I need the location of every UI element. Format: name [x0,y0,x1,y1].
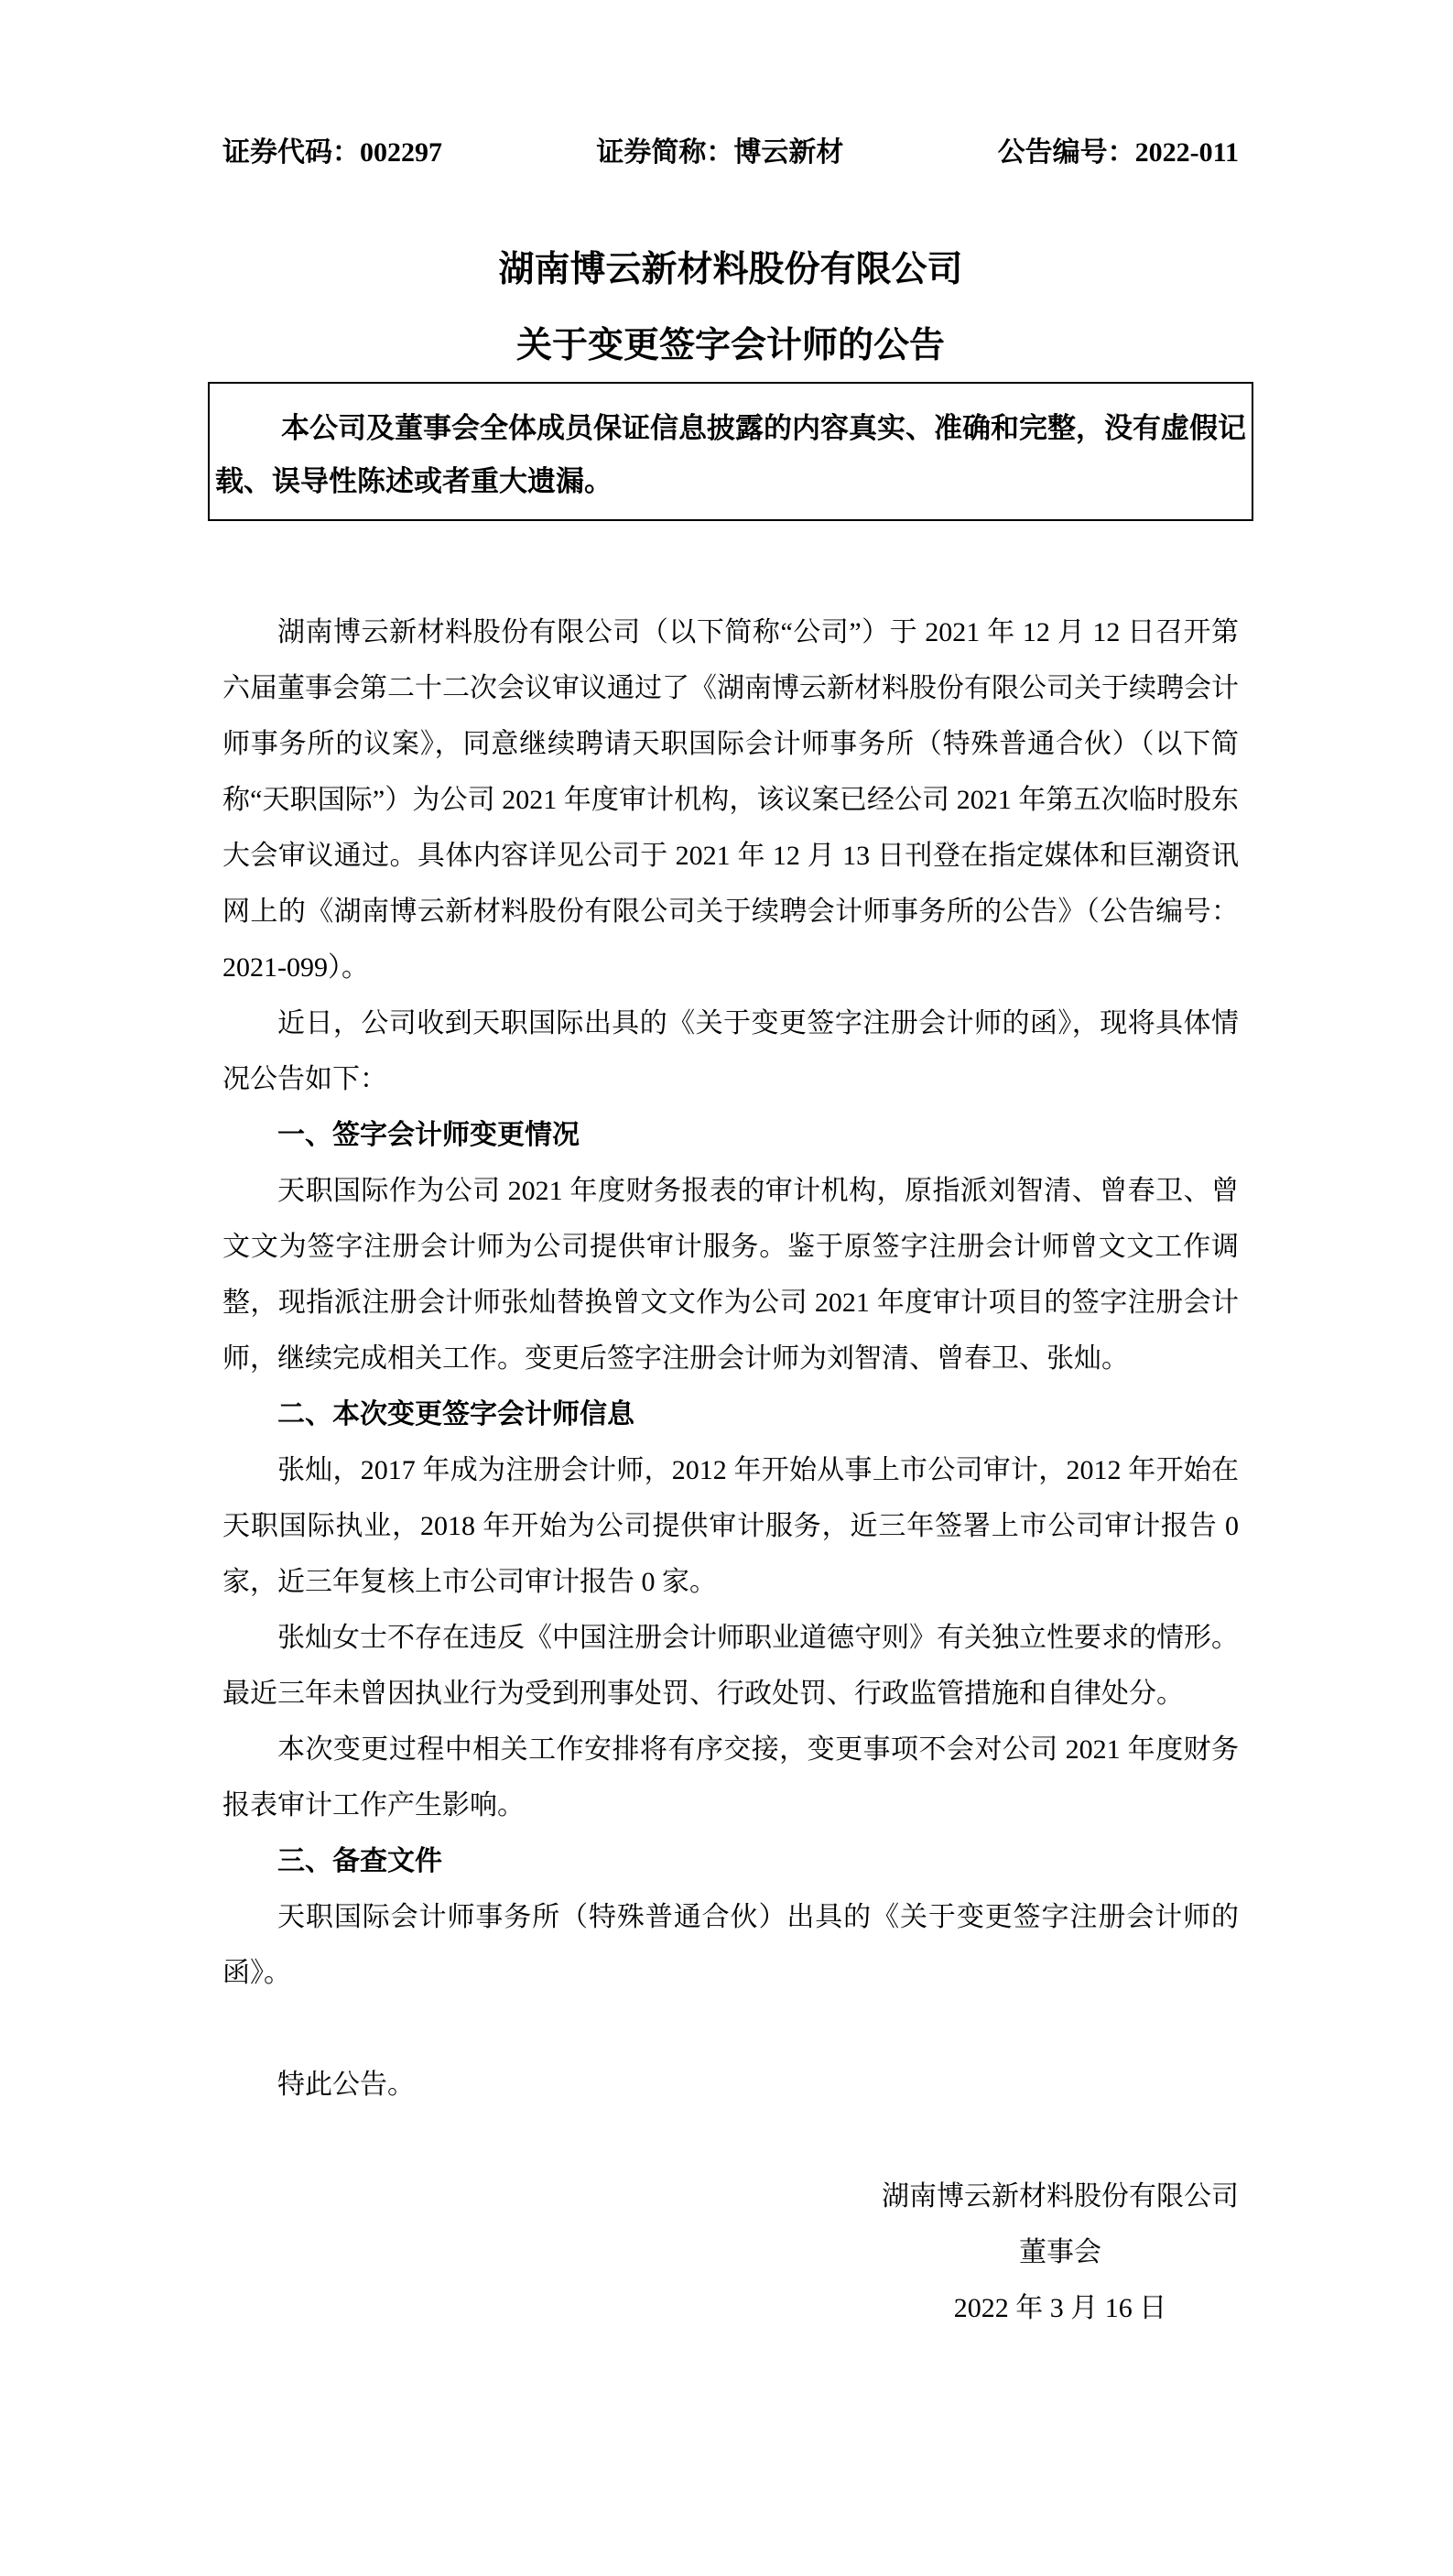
stock-code-label: 证券代码： [222,137,360,168]
body-paragraph-independence: 张灿女士不存在违反《中国注册会计师职业道德守则》有关独立性要求的情形。最近三年未曾因执业行为受到刑事处罚、行政处罚、行政监管措施和自律处分。 [222,1623,1239,1709]
signature-company: 湖南博云新材料股份有限公司 [882,2181,1239,2212]
closing-statement: 特此公告。 [277,2070,415,2100]
announcement-subject-title: 关于变更签字会计师的公告 [515,326,945,365]
securities-header-row [222,137,1239,168]
stock-code-value: 002297 [360,137,442,168]
signature-signer: 董事会 [1019,2237,1101,2267]
body-paragraph-intro: 湖南博云新材料股份有限公司（以下简称“公司”）于 2021 年 12 月 12 日召开第六届董事会第二十二次会议审议通过了《湖南博云新材料股份有限公司关于续聘会计师事务所的议案》，同意继续聘请天职国际会计师事务所（特殊普通合伙）（以下简称“天职国际”）为公司 2021 年度审计机构，该议案已经公司 2021 年第五次临时股东大会审议通过。具体内容详见公司于 2021 年 12 月 13 日刊登在指定媒体和巨潮资讯网上的《湖南博云新材料股份有限公司关于续聘会计师事务所的公告》（公告编号：2021-099）。 [222,617,1239,983]
stock-name [596,137,843,168]
body-paragraph-impact: 本次变更过程中相关工作安排将有序交接，变更事项不会对公司 2021 年度财务报表审计工作产生影响。 [222,1734,1239,1821]
company-title: 湖南博云新材料股份有限公司 [498,250,963,289]
stock-name-value: 博云新材 [733,137,844,168]
signature-date: 2022 年 3 月 16 日 [953,2293,1167,2323]
disclaimer-box [208,382,1253,521]
section-heading-2: 二、本次变更签字会计师信息 [277,1399,634,1429]
body-paragraph-accountant-info: 张灿，2017 年成为注册会计师，2012 年开始从事上市公司审计，2012 年开始在天职国际执业，2018 年开始为公司提供审计服务，近三年签署上市公司审计报告 0 家，近三年复核上市公司审计报告 0 家。 [222,1455,1239,1597]
document-page [215,0,1246,2336]
stock-code [222,137,442,168]
announcement-number [998,137,1239,168]
disclaimer-text: 本公司及董事会全体成员保证信息披露的内容真实、准确和完整，没有虚假记载、误导性陈述或者重大遗漏。 [215,412,1246,497]
signature-block [882,2168,1239,2336]
section-heading-3: 三、备查文件 [277,1846,442,1876]
body-paragraph-change-detail: 天职国际作为公司 2021 年度财务报表的审计机构，原指派刘智清、曾春卫、曾文文为签字注册会计师为公司提供审计服务。鉴于原签字注册会计师曾文文工作调整，现指派注册会计师张灿替换曾文文作为公司 2021 年度审计项目的签字注册会计师，继续完成相关工作。变更后签字注册会计师为刘智清、曾春卫、张灿。 [222,1176,1239,1374]
section-heading-1: 一、签字会计师变更情况 [277,1120,580,1150]
announcement-body [222,604,1239,2113]
announcement-number-value: 2022-011 [1134,137,1239,168]
announcement-number-label: 公告编号： [997,137,1135,168]
body-paragraph-notice: 近日，公司收到天职国际出具的《关于变更签字注册会计师的函》，现将具体情况公告如下： [222,1008,1239,1094]
body-paragraph-reference-doc: 天职国际会计师事务所（特殊普通合伙）出具的《关于变更签字注册会计师的函》。 [222,1902,1239,1988]
stock-name-label: 证券简称： [596,137,734,168]
